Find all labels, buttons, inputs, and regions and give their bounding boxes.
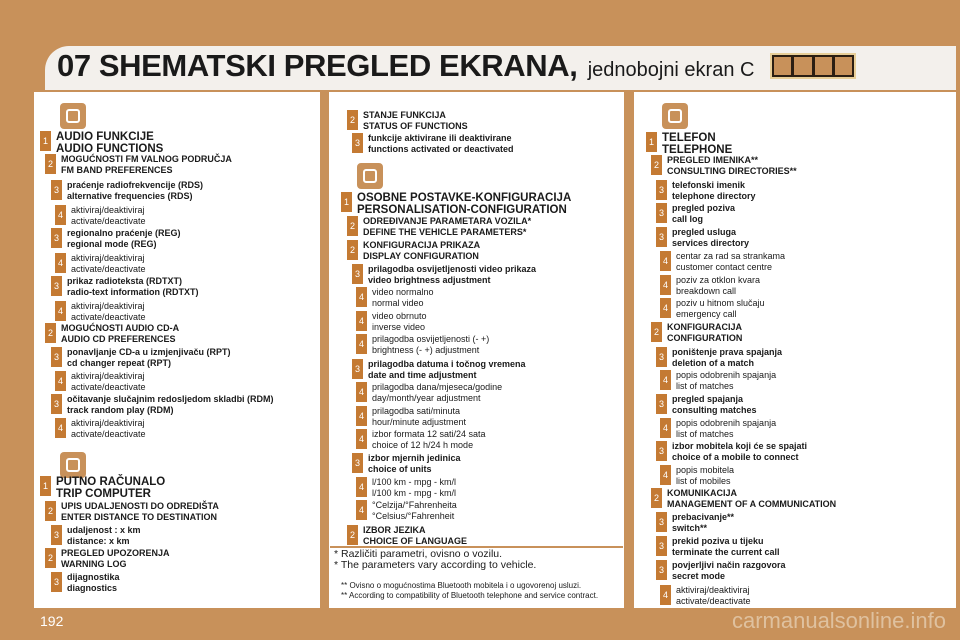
menu-item xyxy=(356,406,466,428)
item-line: aktiviraj/deaktiviraj xyxy=(71,371,145,381)
item-line: TELEPHONE xyxy=(662,144,733,156)
level-badge: 1 xyxy=(40,131,51,151)
level-badge: 2 xyxy=(347,525,358,545)
level-badge: 3 xyxy=(656,441,667,461)
item-line: prikaz radioteksta (RDTXT) xyxy=(67,276,183,286)
level-badge: 4 xyxy=(55,205,66,225)
item-line: funkcije aktivirane ili deaktivirane xyxy=(368,133,512,143)
level-badge: 3 xyxy=(656,227,667,247)
item-line: ponavljanje CD-a u izmjenjivaču (RPT) xyxy=(67,347,231,357)
item-line: aktiviraj/deaktiviraj xyxy=(71,301,145,311)
item-line: switch** xyxy=(672,523,708,533)
title-main-text: 07 SHEMATSKI PREGLED EKRANA, xyxy=(57,48,578,83)
level-badge: 4 xyxy=(356,311,367,331)
menu-item xyxy=(660,298,765,320)
item-line: AUDIO CD PREFERENCES xyxy=(61,334,176,344)
menu-item xyxy=(51,180,203,202)
item-line: prilagodba osvijetljenosti video prikaza xyxy=(368,264,537,274)
level-badge: 3 xyxy=(656,536,667,556)
item-line: izbor mobitela koji će se spajati xyxy=(672,441,808,451)
item-line: day/month/year adjustment xyxy=(372,393,481,403)
menu-item xyxy=(352,264,536,286)
telephone-heading xyxy=(646,132,732,156)
item-line: list of matches xyxy=(676,381,734,391)
item-line: PREGLED IMENIKA** xyxy=(667,155,759,165)
item-line: DEFINE THE VEHICLE PARAMETERS* xyxy=(363,227,527,237)
level-badge: 4 xyxy=(356,429,367,449)
item-line: choice of 12 h/24 h mode xyxy=(372,440,474,450)
menu-item xyxy=(660,370,776,392)
item-line: cd changer repeat (RPT) xyxy=(67,358,172,368)
title-sub-text: jednobojni ekran C xyxy=(587,59,755,81)
item-line: STANJE FUNKCIJA xyxy=(363,110,446,120)
item-line: AUDIO FUNCTIONS xyxy=(56,143,164,155)
menu-item xyxy=(51,525,141,547)
menu-item xyxy=(656,512,734,534)
level-badge: 2 xyxy=(45,323,56,343)
item-line: PREGLED UPOZORENJA xyxy=(61,548,170,558)
level-badge: 3 xyxy=(51,525,62,545)
menu-item xyxy=(656,560,786,582)
item-line: CONFIGURATION xyxy=(667,333,743,343)
item-line: aktiviraj/deaktiviraj xyxy=(71,418,145,428)
level-badge: 3 xyxy=(51,572,62,592)
menu-item xyxy=(656,394,757,416)
menu-item xyxy=(356,334,489,356)
item-line: secret mode xyxy=(672,571,726,581)
level-badge: 4 xyxy=(660,465,671,485)
menu-item xyxy=(656,347,782,369)
menu-item xyxy=(660,418,776,440)
item-line: prilagodba sati/minuta xyxy=(372,406,461,416)
menu-item xyxy=(660,275,760,297)
item-line: video normalno xyxy=(372,287,434,297)
item-line: pregled usluga xyxy=(672,227,737,237)
note-line: * Različiti parametri, ovisno o vozilu. xyxy=(334,548,503,560)
item-line: diagnostics xyxy=(67,583,118,593)
menu-item xyxy=(356,477,456,499)
personalisation-heading xyxy=(341,192,571,216)
item-line: AUDIO FUNKCIJE xyxy=(56,131,154,143)
level-badge: 4 xyxy=(356,406,367,426)
item-line: distance: x km xyxy=(67,536,130,546)
item-line: alternative frequencies (RDS) xyxy=(67,191,193,201)
item-line: video brightness adjustment xyxy=(368,275,491,285)
level-badge: 1 xyxy=(40,476,51,496)
item-line: MOGUĆNOSTI AUDIO CD-A xyxy=(61,323,180,333)
level-badge: 3 xyxy=(51,394,62,414)
level-badge: 2 xyxy=(651,322,662,342)
item-line: prilagodba osvijetljenosti (- +) xyxy=(372,334,490,344)
item-line: telefonski imenik xyxy=(672,180,746,190)
item-line: STATUS OF FUNCTIONS xyxy=(363,121,468,131)
level-badge: 3 xyxy=(352,453,363,473)
menu-item xyxy=(656,203,735,225)
item-line: centar za rad sa strankama xyxy=(676,251,786,261)
level-badge: 3 xyxy=(656,203,667,223)
menu-item xyxy=(656,536,780,558)
menu-item xyxy=(356,311,427,333)
item-line: °Celzija/°Fahrenheita xyxy=(372,500,457,510)
level-badge: 4 xyxy=(55,371,66,391)
menu-item xyxy=(51,347,231,369)
menu-item xyxy=(51,276,199,298)
item-line: WARNING LOG xyxy=(61,559,127,569)
item-line: activate/deactivate xyxy=(71,216,146,226)
menu-item xyxy=(45,323,179,345)
item-line: °Celsius/°Fahrenheit xyxy=(372,511,455,521)
trip-computer-heading xyxy=(40,476,165,500)
item-line: activate/deactivate xyxy=(71,429,146,439)
menu-item xyxy=(347,110,468,132)
item-line: breakdown call xyxy=(676,286,737,296)
item-line: terminate the current call xyxy=(672,547,780,557)
item-line: aktiviraj/deaktiviraj xyxy=(71,205,145,215)
menu-item xyxy=(45,548,170,570)
item-line: KONFIGURACIJA xyxy=(667,322,743,332)
level-badge: 3 xyxy=(656,180,667,200)
item-line: PERSONALISATION-CONFIGURATION xyxy=(357,204,567,216)
item-line: dijagnostika xyxy=(67,572,120,582)
item-line: video obrnuto xyxy=(372,311,427,321)
level-badge: 4 xyxy=(55,301,66,321)
menu-item xyxy=(651,155,797,177)
item-line: list of mobiles xyxy=(676,476,731,486)
item-line: povjerljivi način razgovora xyxy=(672,560,786,570)
note-line: * The parameters vary according to vehicle. xyxy=(334,559,537,571)
item-line: inverse video xyxy=(372,322,426,332)
level-badge: 4 xyxy=(356,334,367,354)
level-badge: 4 xyxy=(356,500,367,520)
level-badge: 4 xyxy=(660,370,671,390)
item-line: deletion of a match xyxy=(672,358,755,368)
level-badge: 2 xyxy=(347,216,358,236)
item-line: TRIP COMPUTER xyxy=(56,488,151,500)
level-badge: 4 xyxy=(55,253,66,273)
level-badge: 3 xyxy=(656,560,667,580)
menu-item xyxy=(356,429,486,451)
level-badge: 3 xyxy=(352,133,363,153)
footnote-line: ** Ovisno o mogućnostima Bluetooth mobitela i o ugovorenoj usluzi. xyxy=(341,581,582,590)
item-line: UPIS UDALJENOSTI DO ODREDIŠTA xyxy=(61,501,219,511)
menu-item xyxy=(656,441,807,463)
personalisation-icon xyxy=(357,163,383,189)
item-line: FM BAND PREFERENCES xyxy=(61,165,173,175)
menu-item xyxy=(356,500,457,522)
menu-item xyxy=(55,418,146,440)
level-badge: 1 xyxy=(341,192,352,212)
item-line: poziv za otklon kvara xyxy=(676,275,761,285)
item-line: izbor mjernih jedinica xyxy=(368,453,461,463)
menu-item xyxy=(55,301,146,323)
level-badge: 4 xyxy=(660,418,671,438)
item-line: regionalno praćenje (REG) xyxy=(67,228,181,238)
item-line: PUTNO RAČUNALO xyxy=(56,476,166,488)
audio-icon xyxy=(60,103,86,129)
menu-item xyxy=(55,205,146,227)
item-line: date and time adjustment xyxy=(368,370,477,380)
menu-item xyxy=(352,359,526,381)
item-line: aktiviraj/deaktiviraj xyxy=(71,253,145,263)
level-badge: 2 xyxy=(45,154,56,174)
menu-item xyxy=(51,228,181,250)
item-line: telephone directory xyxy=(672,191,756,201)
menu-item xyxy=(347,240,480,262)
menu-item xyxy=(352,453,461,475)
item-line: prilagodba dana/mjeseca/godine xyxy=(372,382,503,392)
item-line: MANAGEMENT OF A COMMUNICATION xyxy=(667,499,837,509)
level-badge: 4 xyxy=(660,298,671,318)
item-line: track random play (RDM) xyxy=(67,405,174,415)
item-line: CONSULTING DIRECTORIES** xyxy=(667,166,797,176)
level-badge: 3 xyxy=(51,276,62,296)
watermark: carmanualsonline.info xyxy=(731,608,946,633)
item-line: TELEFON xyxy=(662,132,716,144)
item-line: radio-text information (RDTXT) xyxy=(67,287,199,297)
menu-item xyxy=(51,572,120,594)
level-badge: 3 xyxy=(51,228,62,248)
item-line: izbor formata 12 sati/24 sata xyxy=(372,429,486,439)
item-line: poništenje prava spajanja xyxy=(672,347,783,357)
level-badge: 4 xyxy=(356,382,367,402)
item-line: očitavanje slučajnim redosljedom skladbi (RDM) xyxy=(67,394,274,404)
item-line: normal video xyxy=(372,298,424,308)
level-badge: 4 xyxy=(55,418,66,438)
item-line: OSOBNE POSTAVKE-KONFIGURACIJA xyxy=(357,192,572,204)
telephone-icon xyxy=(662,103,688,129)
item-line: choice of units xyxy=(368,464,432,474)
level-badge: 3 xyxy=(51,180,62,200)
menu-item xyxy=(356,382,502,404)
item-line: emergency call xyxy=(676,309,737,319)
level-badge: 2 xyxy=(651,155,662,175)
item-line: pregled poziva xyxy=(672,203,736,213)
item-line: choice of a mobile to connect xyxy=(672,452,799,462)
menu-item xyxy=(347,525,467,547)
menu-item xyxy=(55,371,146,393)
item-line: activate/deactivate xyxy=(71,264,146,274)
trip-computer-icon xyxy=(60,452,86,478)
level-badge: 2 xyxy=(45,548,56,568)
item-line: activate/deactivate xyxy=(71,312,146,322)
item-line: aktiviraj/deaktiviraj xyxy=(676,585,750,595)
item-line: IZBOR JEZIKA xyxy=(363,525,426,535)
level-badge: 4 xyxy=(356,287,367,307)
level-badge: 2 xyxy=(347,110,358,130)
level-badge: 3 xyxy=(656,347,667,367)
item-line: MOGUĆNOSTI FM VALNOG PODRUČJA xyxy=(61,154,232,164)
item-line: l/100 km - mpg - km/l xyxy=(372,488,457,498)
audio-functions-heading xyxy=(40,131,163,155)
level-badge: 4 xyxy=(660,585,671,605)
level-badge: 2 xyxy=(651,488,662,508)
item-line: consulting matches xyxy=(672,405,757,415)
notes-footnote xyxy=(341,581,598,601)
item-line: ODREĐIVANJE PARAMETARA VOZILA* xyxy=(363,216,532,226)
menu-item xyxy=(656,227,749,249)
item-line: prekid poziva u tijeku xyxy=(672,536,764,546)
menu-item xyxy=(651,488,836,510)
item-line: popis odobrenih spajanja xyxy=(676,370,777,380)
item-line: hour/minute adjustment xyxy=(372,417,467,427)
item-line: CHOICE OF LANGUAGE xyxy=(363,536,468,546)
display-preview-icon xyxy=(770,53,856,79)
item-line: pregled spajanja xyxy=(672,394,744,404)
item-line: poziv u hitnom slučaju xyxy=(676,298,765,308)
level-badge: 2 xyxy=(347,240,358,260)
item-line: popis mobitela xyxy=(676,465,735,475)
item-line: regional mode (REG) xyxy=(67,239,157,249)
notes-main xyxy=(334,549,622,573)
menu-item xyxy=(45,154,232,176)
item-line: prebacivanje** xyxy=(672,512,735,522)
item-line: prilagodba datuma i točnog vremena xyxy=(368,359,526,369)
item-line: udaljenost : x km xyxy=(67,525,141,535)
menu-item xyxy=(55,253,146,275)
menu-item xyxy=(347,216,531,238)
level-badge: 4 xyxy=(660,251,671,271)
level-badge: 3 xyxy=(656,512,667,532)
item-line: popis odobrenih spajanja xyxy=(676,418,777,428)
level-badge: 1 xyxy=(646,132,657,152)
menu-item xyxy=(656,180,756,202)
menu-item xyxy=(356,287,434,309)
page-number: 192 xyxy=(40,613,64,629)
item-line: ENTER DISTANCE TO DESTINATION xyxy=(61,512,218,522)
item-line: list of matches xyxy=(676,429,734,439)
footnote-line: ** According to compatibility of Bluetooth telephone and service contract. xyxy=(341,591,599,600)
level-badge: 2 xyxy=(45,501,56,521)
item-line: l/100 km - mpg - km/l xyxy=(372,477,457,487)
menu-item xyxy=(660,585,751,607)
page-title xyxy=(57,48,754,84)
item-line: functions activated or deactivated xyxy=(368,144,514,154)
level-badge: 3 xyxy=(352,264,363,284)
menu-item xyxy=(352,133,514,155)
item-line: call log xyxy=(672,214,704,224)
item-line: activate/deactivate xyxy=(676,596,751,606)
menu-item xyxy=(660,465,734,487)
item-line: KONFIGURACIJA PRIKAZA xyxy=(363,240,481,250)
menu-item xyxy=(45,501,219,523)
level-badge: 4 xyxy=(660,275,671,295)
item-line: activate/deactivate xyxy=(71,382,146,392)
menu-item xyxy=(660,251,785,273)
item-line: KOMUNIKACIJA xyxy=(667,488,738,498)
level-badge: 3 xyxy=(656,394,667,414)
item-line: customer contact centre xyxy=(676,262,773,272)
level-badge: 4 xyxy=(356,477,367,497)
item-line: services directory xyxy=(672,238,750,248)
item-line: praćenje radiofrekvencije (RDS) xyxy=(67,180,204,190)
item-line: DISPLAY CONFIGURATION xyxy=(363,251,479,261)
menu-item xyxy=(651,322,742,344)
item-line: brightness (- +) adjustment xyxy=(372,345,480,355)
level-badge: 3 xyxy=(352,359,363,379)
level-badge: 3 xyxy=(51,347,62,367)
menu-item xyxy=(51,394,274,416)
